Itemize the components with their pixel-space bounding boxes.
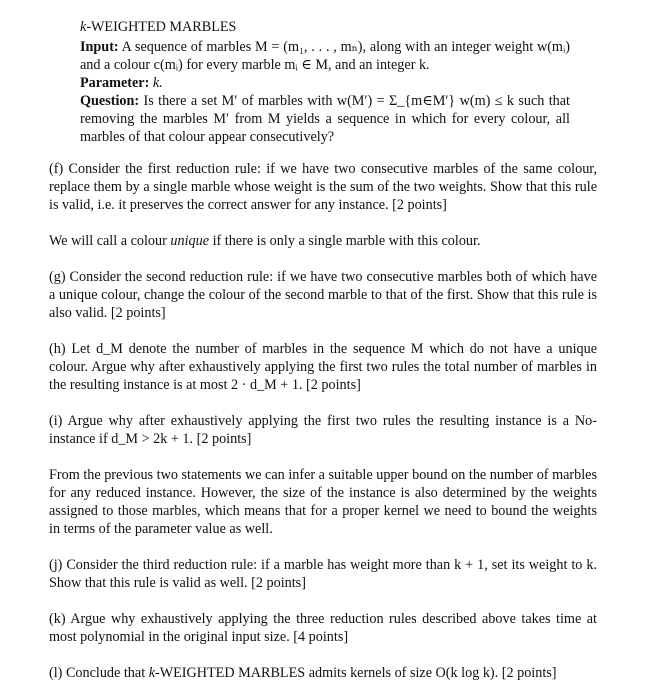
question-i: (i) Argue why after exhaustively applying the first two rules the resulting instance is a No-instance if d_M > 2k + 1. [2 points] — [49, 413, 597, 447]
question-l: (l) Conclude that k-WEIGHTED MARBLES admits kernels of size O(k log k). [2 points] — [49, 665, 557, 681]
question-f: (f) Consider the first reduction rule: if we have two consecutive marbles of the same colour, replace them by a single marble whose weight is the sum of the two weights. Show that this rule is valid, i.e. it preserves the correct answer for any instance. [2 points] — [49, 161, 597, 213]
problem-question: Question: Is there a set M′ of marbles with w(M′) = Σ_{m∈M′} w(m) ≤ k such that removing the marbles M′ from M yields a sequence in which for every colour, all marbles of that colour appear consecutively? — [80, 93, 570, 145]
question-k: (k) Argue why exhaustively applying the three reduction rules described above takes time at most polynomial in the original input size. [4 points] — [49, 611, 597, 645]
problem-definition — [80, 18, 570, 146]
bound-paragraph: From the previous two statements we can infer a suitable upper bound on the number of marbles for any reduced instance. However, the size of the instance is also determined by the weights assigned to those marbles, which means that for a proper kernel we need to bound the weights in terms of the parameter value as well. — [49, 467, 597, 537]
problem-parameter: Parameter: k. — [80, 75, 163, 91]
unique-definition: We will call a colour unique if there is only a single marble with this colour. — [49, 233, 481, 249]
question-j: (j) Consider the third reduction rule: if a marble has weight more than k + 1, set its weight to k. Show that this rule is valid as well. [2 points] — [49, 557, 597, 591]
question-h: (h) Let d_M denote the number of marbles in the sequence M which do not have a unique colour. Argue why after exhaustively applying the first two rules the total number of marbles in the resulting instance is at most 2 · d_M + 1. [2 points] — [49, 341, 597, 393]
question-g: (g) Consider the second reduction rule: if we have two consecutive marbles both of which have a unique colour, change the colour of the second marble to that of the first. Show that this rule is also valid. [2 points] — [49, 269, 597, 321]
problem-input: Input: A sequence of marbles M = (m₁, . . . , mₙ), along with an integer weight w(mᵢ) and a colour c(mᵢ) for every marble mᵢ ∈ M, and an integer k. — [80, 39, 571, 73]
problem-title: k-WEIGHTED MARBLES — [80, 19, 237, 35]
